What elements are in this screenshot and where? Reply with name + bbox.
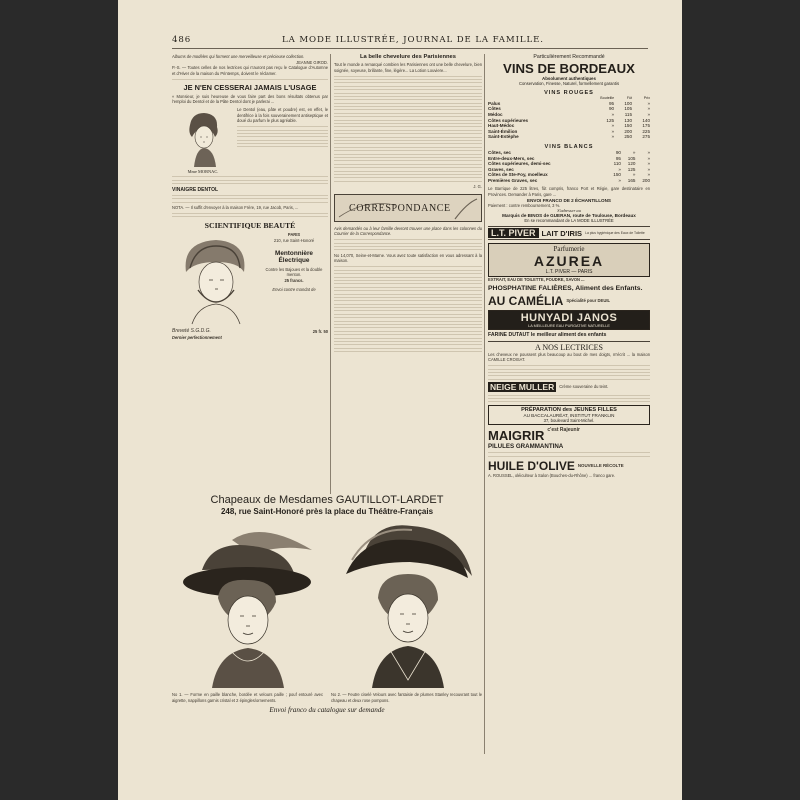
filler — [488, 401, 650, 402]
filler — [334, 137, 482, 138]
wine-price: » — [647, 166, 650, 172]
wine-address-label: S'adresser au — [557, 208, 581, 214]
blancs-table — [488, 150, 650, 184]
hat-illustration-2 — [332, 520, 482, 690]
filler — [334, 164, 482, 165]
left-column — [172, 54, 328, 492]
piver-ad — [488, 226, 650, 240]
hat-1-caption: No 1. — Forme en paille blanche, bordée et velours paille ; pouf entouré avec aigrette, nappillons garnis cristal et 2 épingles/ornements. — [172, 692, 323, 703]
maigrir-subtitle: c'est Rajeunir — [547, 426, 580, 433]
nota-paragraph: NOTA. — Il suffit d'envoyer à la maison Frère, 19, rue Jacob, Paris, ... — [172, 205, 299, 211]
column-header: Prix — [643, 96, 650, 101]
filler — [334, 177, 482, 178]
filler — [334, 338, 482, 339]
dentol-description: Le Dentol (eau, pâte et poudre) est, en effet, le dentifrice à la fois souverainement antiseptique et doué du parfum le plus agréable. — [237, 106, 328, 124]
wine-price: 90 — [608, 106, 615, 112]
azurea-subtitle: Parfumerie — [553, 245, 585, 254]
wine-price: 95 — [608, 100, 615, 106]
filler — [334, 86, 482, 87]
camelia-name: AU CAMÉLIA — [488, 293, 564, 308]
hat-illustration-1 — [172, 520, 322, 690]
filler — [334, 283, 482, 284]
filler — [334, 147, 482, 148]
wine-price: 165 — [627, 178, 636, 184]
recommande-line: Particulièrement Recommandé — [533, 54, 605, 60]
prep-subtitle: AU BACCALAURÉAT, INSTITUT FRANKLIN — [523, 412, 615, 418]
portrait-engraving — [172, 107, 234, 169]
filler — [237, 146, 328, 147]
filler — [334, 113, 482, 114]
filler — [334, 307, 482, 308]
filler — [172, 216, 328, 217]
wine-price: 125 — [606, 117, 615, 123]
portrait-block — [172, 107, 234, 174]
filler — [334, 106, 482, 107]
wine-name: Médoc — [488, 112, 503, 118]
filler — [334, 154, 482, 155]
wine-price: 250 — [624, 134, 633, 140]
piver-brand: L.T. PIVER — [488, 228, 539, 238]
beaute-catalog: Envoi contre mandat de — [272, 287, 316, 293]
wine-note-2: En se recommandant de LA MODE ILLUSTRÉE — [524, 218, 614, 224]
wine-price: 105 — [624, 106, 633, 112]
filler — [334, 109, 482, 110]
prep-ad — [488, 405, 650, 425]
filler — [334, 321, 482, 322]
wine-name: Haut-Médoc — [488, 123, 515, 129]
wine-price: » — [647, 100, 650, 106]
page-number: 486 — [172, 35, 192, 45]
beaute-title: SCIENTIFIQUE BEAUTÉ — [204, 221, 296, 231]
filler — [334, 120, 482, 121]
column-header: Bouteille — [600, 96, 615, 101]
wine-price: 275 — [642, 134, 650, 140]
wine-price: 200 — [624, 128, 633, 134]
wine-name: Premières Graves, sec — [488, 178, 538, 184]
filler — [334, 304, 482, 305]
wine-price: » — [647, 161, 650, 167]
wine-price: » — [618, 178, 621, 184]
lectrices-title: A NOS LECTRICES — [488, 341, 650, 352]
filler — [334, 150, 482, 151]
farine-ad: FARINE DUTAUT le meilleur aliment des enfants — [488, 331, 607, 338]
wine-price: » — [611, 134, 615, 140]
maigrir-name: MAIGRIR — [488, 427, 545, 443]
table-row — [488, 134, 650, 140]
filler — [334, 89, 482, 90]
neige-name: NEIGE MULLER — [490, 382, 555, 393]
filler — [334, 140, 482, 141]
journal-page — [118, 0, 682, 800]
beaute-description: Contre les Bajoues et la double menton. — [265, 266, 323, 278]
wine-note: Le Barrique de 225 litres, fût compris, franco Port et Régie, gare destinataire en Provinces. Demander à Paris, gare ... — [488, 186, 650, 197]
piver-description: La plus hygiénique des Eaux de Toilette — [585, 231, 645, 236]
filler — [172, 202, 328, 203]
blancs-title: VINS BLANCS — [544, 143, 594, 150]
wine-name: Palus — [488, 100, 501, 106]
wine-price: » — [611, 112, 615, 118]
dentol-headline: JE N'EN CESSERAI JAMAIS L'USAGE — [183, 82, 317, 92]
filler — [172, 79, 328, 80]
filler — [334, 287, 482, 288]
filler — [334, 266, 482, 267]
beaute-address: 210, rue Saint-Honoré — [273, 238, 315, 244]
filler — [488, 365, 650, 366]
filler — [334, 174, 482, 175]
wine-envoi: ENVOI FRANCO DE 2 ÉCHANTILLONS — [527, 197, 611, 203]
wine-price: 120 — [627, 161, 636, 167]
middle-column — [334, 54, 482, 492]
wine-price: 105 — [627, 155, 636, 161]
filler — [334, 103, 482, 104]
column-rule — [330, 54, 331, 494]
lectrices-text: Les cheveux ne poussent plus beaucoup au bout de mes doigts, m'écrit ... la maison CAMILLE CROISAT. — [488, 351, 650, 363]
beaute-product-1: Mentonnière — [275, 249, 313, 257]
neige-text: Crème souveraine du teint. — [559, 384, 609, 390]
beaute-ad — [172, 221, 328, 340]
wine-name: Entre-deux-Mers, sec — [488, 155, 535, 161]
huile-text: A. ROUSSEL, oléiculteur à Salon (Bouches-du-Rhône) ... franco gare. — [488, 472, 616, 478]
wine-price: 115 — [624, 112, 633, 118]
filler — [334, 334, 482, 335]
filler — [172, 213, 328, 214]
testimonial: « Monsieur, je suis heureuse de vous faire part des bons résultats obtenus par l'emploi du Dentol et de la Pâte Dentol dont je parlerai ... — [172, 93, 328, 105]
wine-address: Marquis de BINOS de GUERAN, route de Toulouse, Bordeaux — [502, 213, 636, 219]
filler — [334, 280, 482, 281]
rouges-table — [488, 96, 650, 140]
filler — [237, 130, 328, 131]
hat-2-caption: No 2. — Feutre ciselé Velours avec fantaisie de plumes Stanley recouvrant tout le chapeau et deux rose pompons. — [331, 692, 482, 703]
wine-name: Côtes, sec — [488, 150, 511, 156]
filler — [488, 452, 650, 453]
wine-price: » — [618, 166, 621, 172]
azurea-name: AZUREA — [533, 253, 605, 270]
neige-ad — [488, 382, 650, 392]
gautillot-advert — [172, 494, 482, 756]
author: JEANNE GIROD. — [296, 59, 328, 65]
piver-product: LAIT D'IRIS — [541, 228, 583, 238]
filler — [488, 395, 650, 396]
beaute-price-2: 25 fr. 50 — [312, 329, 328, 335]
wine-price: 150 — [624, 123, 633, 129]
filler — [172, 198, 328, 199]
wine-price: 175 — [642, 123, 650, 129]
chevelure-body: Tout le monde a remarqué combien les Parisiennes ont une belle chevelure, bien soignée, soyeuse, brillante, fine, légère... La Lotion Louviere... — [334, 62, 482, 73]
filler — [334, 317, 482, 318]
wine-price: 140 — [642, 117, 650, 123]
huile-ad — [488, 459, 650, 473]
wine-price: » — [632, 172, 636, 178]
beaute-city: PARIS — [287, 232, 301, 238]
column-header: Fût — [626, 96, 633, 101]
hunyadi-subtitle: LA MEILLEURE EAU PURGATIVE NATURELLE — [528, 323, 610, 328]
prep-address: 37, boulevard Saint-Michel. — [543, 417, 595, 423]
ps-paragraph: P.-S. — Toutes celles de nos lectrices qui n'auront pas reçu le Catalogue d'Automne et d'Hiver de la maison du Printemps, doivent le réclamer. — [172, 65, 328, 76]
advert-column — [488, 54, 650, 794]
camelia-subtitle: Spécialité pour DEUIL — [566, 297, 611, 303]
filler — [334, 246, 482, 247]
column-rule — [484, 54, 485, 754]
correspondance-body: No 14,070, Seine-et-Marne. Vous avez toute satisfaction en vous adressant à la maison. — [334, 252, 482, 264]
huile-subtitle: NOUVELLE RÉCOLTE — [577, 463, 624, 469]
filler — [334, 348, 482, 349]
wine-name: Côtes supérieures — [488, 117, 529, 123]
huile-name: HUILE D'OLIVE — [488, 458, 575, 473]
filler — [334, 130, 482, 131]
filler — [334, 123, 482, 124]
wine-price: » — [611, 128, 615, 134]
filler — [334, 116, 482, 117]
filler — [334, 344, 482, 345]
filler — [334, 181, 482, 182]
filler — [334, 126, 482, 127]
filler — [334, 93, 482, 94]
filler — [488, 372, 650, 373]
hunyadi-name: HUNYADI JANOS — [520, 311, 618, 324]
wine-price: 225 — [642, 128, 650, 134]
wine-price: 110 — [613, 161, 621, 167]
filler — [334, 351, 482, 352]
wine-price: 200 — [642, 178, 650, 184]
rouges-title: VINS ROUGES — [544, 90, 594, 96]
wine-price: 130 — [624, 117, 633, 123]
vins-subtitle-2: Conservation, Finesse, Naturel, formellement garantis — [518, 81, 620, 86]
mentonniere-illustration — [172, 232, 260, 328]
wine-price: » — [647, 155, 650, 161]
intro-paragraph: Albums de modèles qui forment une merveilleuse et précieuse collection. — [172, 54, 305, 59]
beaute-price: 25 francs. — [284, 277, 304, 283]
filler — [334, 82, 482, 83]
maigrir-ad — [488, 428, 650, 443]
beaute-last: Dernier perfectionnement — [172, 335, 222, 341]
gautillot-title: Chapeaux de Mesdames GAUTILLOT-LARDET — [210, 494, 444, 506]
filler — [334, 239, 482, 240]
filler — [172, 176, 328, 177]
correspondance-intro: Avis demandés ou à leur famille devront trouver une place dans les colonnes du Courrier de la Correspondance. — [334, 225, 482, 237]
filler — [488, 456, 650, 457]
filler — [172, 195, 328, 196]
signature: J. G. — [473, 184, 482, 190]
filler — [334, 243, 482, 244]
filler — [237, 126, 328, 127]
brevete-mark: Breveté S.G.D.G. — [172, 328, 211, 335]
filler — [237, 133, 328, 134]
filler — [334, 290, 482, 291]
filler — [334, 133, 482, 134]
wine-price: » — [647, 106, 650, 112]
filler — [237, 136, 328, 137]
filler — [488, 375, 650, 376]
beaute-product-2: Électrique — [278, 256, 310, 264]
azurea-brand: L.T. PIVER — PARIS — [545, 269, 593, 276]
azurea-line: EXTRAIT, EAU DE TOILETTE, POUDRE, SAVON ... — [488, 277, 585, 283]
filler — [334, 99, 482, 100]
wine-price: » — [647, 150, 650, 156]
wine-price: 125 — [627, 166, 636, 172]
hunyadi-ad — [488, 310, 650, 330]
camelia-ad — [488, 294, 650, 308]
filler — [334, 341, 482, 342]
wine-name: Graves, sec — [488, 166, 514, 172]
chevelure-heading: La belle chevelure des Parisiennes — [359, 54, 457, 60]
wine-name: Saint-Émilion — [488, 128, 518, 134]
wine-name: Saint-Estèphe — [488, 134, 519, 140]
filler — [334, 79, 482, 80]
azurea-ad — [488, 243, 650, 277]
filler — [334, 300, 482, 301]
filler — [334, 310, 482, 311]
filler — [334, 160, 482, 161]
filler — [237, 140, 328, 141]
filler — [172, 180, 328, 181]
filler — [334, 277, 482, 278]
filler — [488, 369, 650, 370]
phosphatine-ad: PHOSPHATINE FALIÈRES, Aliment des Enfants. — [488, 284, 643, 292]
wine-price: 90 — [615, 150, 621, 156]
wine-name: Côtes — [488, 106, 501, 112]
vinaigre-title: VINAIGRE DENTOL — [172, 186, 219, 193]
page-header — [172, 33, 648, 49]
wine-name: Côtes de Ste-Foy, moelleux — [488, 172, 548, 178]
filler — [488, 379, 650, 380]
vins-subtitle: Absolument authentiques — [542, 76, 596, 81]
wine-price: 95 — [615, 155, 621, 161]
filler — [172, 183, 328, 184]
filler — [334, 294, 482, 295]
wine-price: » — [632, 150, 636, 156]
maigrir-pills: PILULES GRAMMANTINA — [488, 442, 564, 450]
filler — [334, 331, 482, 332]
correspondance-title: CORRESPONDANCE — [349, 202, 451, 214]
wine-price: 100 — [624, 100, 633, 106]
filler — [334, 297, 482, 298]
filler — [334, 327, 482, 328]
filler — [334, 314, 482, 315]
wine-name: Côtes supérieures, demi-sec — [488, 161, 551, 167]
filler — [334, 157, 482, 158]
wine-price: » — [647, 172, 650, 178]
table-row — [488, 178, 650, 184]
wine-price: » — [647, 112, 650, 118]
journal-title: LA MODE ILLUSTRÉE, JOURNAL DE LA FAMILLE. — [282, 35, 544, 45]
correspondance-banner — [334, 194, 482, 222]
filler — [334, 270, 482, 271]
filler — [334, 76, 482, 77]
filler — [334, 171, 482, 172]
wine-price: 150 — [613, 172, 621, 178]
gautillot-footer: Envoi franco du catalogue sur demande — [269, 706, 385, 715]
filler — [334, 167, 482, 168]
vins-title: VINS DE BORDEAUX — [503, 61, 635, 76]
gautillot-address: 248, rue Saint-Honoré près la place du Théâtre-Français — [220, 507, 434, 516]
filler — [334, 273, 482, 274]
wine-payment: Paiement : contre remboursement, 3 %. — [488, 202, 561, 208]
filler — [334, 249, 482, 250]
filler — [334, 143, 482, 144]
wine-price: » — [611, 123, 615, 129]
filler — [488, 398, 650, 399]
prep-title: PRÉPARATION des JEUNES FILLES — [521, 406, 617, 413]
filler — [334, 96, 482, 97]
filler — [237, 143, 328, 144]
filler — [334, 324, 482, 325]
portrait-caption: Mme MORNAC. — [187, 168, 219, 174]
